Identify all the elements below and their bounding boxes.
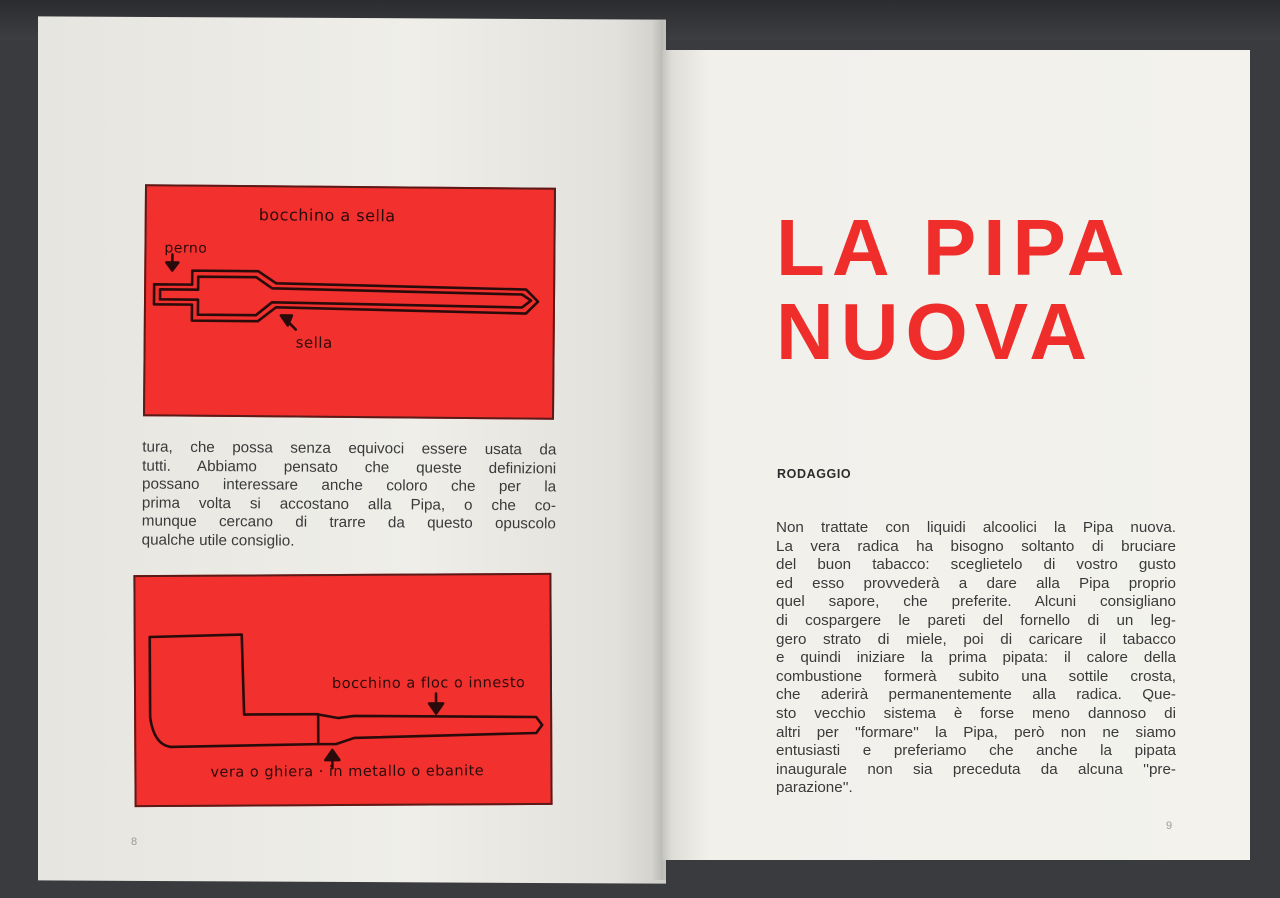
text-line: entusiasti e preferiamo che anche la pipata [776, 742, 1176, 760]
text-line: qualche utile consiglio. [141, 531, 295, 550]
text-line: sto vecchio sistema è forse meno dannoso di [776, 704, 1176, 722]
text-line: Non trattate con liquidi alcoolici la Pipa nuova. [776, 519, 1176, 536]
text-line: munque cercano di trarre da questo opuscolo [141, 512, 556, 533]
mouthpiece-saddle-drawing [145, 186, 554, 418]
text-line: gero strato di miele, poi di caricare il tabacco [776, 630, 1176, 648]
text-line: possano interessare anche coloro che per la [142, 475, 557, 496]
figure-bocchino-a-sella [143, 184, 556, 420]
text-line: del buon tabacco: sceglietelo di vostro gusto [776, 556, 1176, 574]
text-line: tura, che possa senza equivoci essere usata da [142, 438, 557, 459]
left-page-body-text [142, 439, 557, 553]
right-page-body-text [776, 519, 1176, 798]
page-title [776, 203, 1132, 376]
text-line: La vera radica ha bisogno soltanto di bruciare [776, 537, 1176, 555]
book-gutter [652, 20, 672, 880]
label-bocchino-floc: bocchino a floc o innesto [331, 675, 526, 693]
text-line: e quindi iniziare la prima pipata: il calore della [776, 649, 1176, 667]
text-line: prima volta si accostano alla Pipa, o che co- [141, 494, 556, 515]
text-line: combustione formerà subito una sottile crosta, [776, 667, 1176, 685]
title-line-1: LA PIPA [776, 203, 1132, 292]
text-line: parazione''. [776, 779, 853, 797]
text-line: altri per ''formare'' la Pipa, però non ne siamo [776, 723, 1176, 741]
text-line: che aderirà permanentemente alla radica. Que- [776, 686, 1176, 704]
page-number-left: 8 [131, 836, 138, 848]
text-line: quel sapore, che preferite. Alcuni consigliano [776, 593, 1176, 611]
title-line-2: NUOVA [776, 287, 1094, 376]
section-heading: RODAGGIO [777, 467, 852, 481]
text-line: inaugurale non sia preceduta da alcuna ''pre- [776, 760, 1176, 778]
figure1-title: bocchino a sella [258, 205, 396, 226]
page-number-right: 9 [1166, 820, 1173, 832]
text-line: ed esso provvederà a dare alla Pipa proprio [776, 574, 1176, 592]
pipe-drawing [135, 575, 550, 805]
text-line: tutti. Abbiamo pensato che queste definizioni [142, 457, 557, 478]
text-line: di cospargere le pareti del fornello di un leg- [776, 611, 1176, 629]
label-sella: sella [295, 333, 333, 352]
label-vera-ghiera: vera o ghiera · in metallo o ebanite [210, 763, 485, 781]
figure-pipe-parts [133, 573, 552, 807]
label-perno: perno [164, 240, 208, 257]
